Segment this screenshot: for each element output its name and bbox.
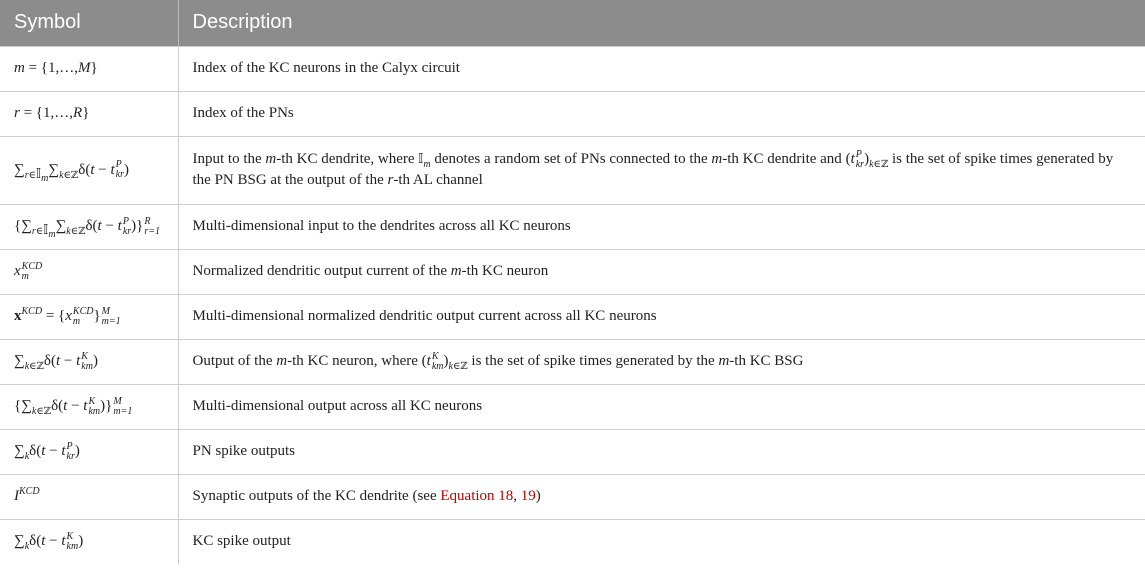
table-row: [0, 384, 1145, 429]
math-var: k: [24, 451, 30, 462]
math-text: ∈: [452, 361, 461, 372]
description-text: is the set of spike times generated by the: [467, 353, 719, 369]
description-cell: Multi-dimensional output across all KC neurons: [178, 384, 1145, 429]
math-var: m: [276, 353, 288, 369]
math-var: kr: [66, 450, 75, 462]
symbol-cell: $\sum_k\delta(t - t$ K km ): [0, 519, 178, 564]
description-cell: PN spike outputs: [178, 429, 1145, 474]
math-text: ℤ: [36, 361, 44, 372]
description-cell: Multi-dimensional input to the dendrites across all KC neurons: [178, 204, 1145, 249]
math-text: ∈: [873, 159, 881, 170]
math-text: ∈: [35, 226, 44, 237]
symbol-cell: {$\sum_{k\in ℤ}\delta(t - t$ K km )} M m=1: [0, 384, 178, 429]
math-var: m: [41, 172, 49, 184]
math-text: δ: [29, 533, 37, 550]
math-var: m: [450, 263, 462, 279]
math-var: km: [81, 360, 93, 372]
math-var: k: [24, 361, 30, 372]
equation-19-link[interactable]: 19: [520, 488, 536, 504]
description-text: -th KC neuron: [461, 263, 549, 279]
math-var: K: [66, 530, 74, 542]
math-var: t: [83, 398, 88, 414]
math-var: m=1: [113, 405, 133, 417]
math-var: KCD: [21, 306, 43, 317]
math-var: t: [41, 533, 46, 550]
description-text: Input to the: [192, 151, 266, 167]
math-text: ∑: [21, 218, 32, 234]
table-row: [0, 91, 1145, 136]
math-var: R: [73, 105, 83, 121]
symbol-cell: [0, 91, 178, 136]
equation-18-link[interactable]: Equation 18: [440, 488, 514, 504]
table-row: [0, 249, 1145, 294]
math-var: m=1: [101, 315, 121, 327]
math-var: P: [855, 148, 862, 160]
math-text: 𝕀: [43, 223, 49, 238]
math-var: r: [24, 169, 29, 181]
description-text: -th KC dendrite, where: [276, 151, 419, 167]
math-var: t: [97, 218, 102, 234]
symbol-cell: [0, 46, 178, 91]
math-var: t: [41, 443, 46, 459]
math-text: ℤ: [78, 226, 86, 237]
math-var: t: [426, 353, 431, 369]
math-text: = {1,…,: [28, 60, 79, 76]
math-var: t: [63, 398, 68, 414]
math-text: ∈: [28, 169, 37, 181]
math-var: t: [61, 533, 66, 550]
math-var: km: [66, 540, 79, 552]
math-text: ∑: [14, 161, 25, 178]
math-var: k: [869, 159, 874, 170]
table-row: [0, 46, 1145, 91]
table-row: [0, 339, 1145, 384]
math-text: δ: [29, 443, 37, 459]
math-text: ∈: [63, 169, 71, 181]
math-text: δ: [43, 353, 51, 369]
math-var: R: [144, 215, 151, 227]
math-text: ∈: [29, 361, 37, 372]
math-var: M: [101, 305, 111, 317]
symbol-cell: $\sum_k\delta(t - t$ P kr ): [0, 429, 178, 474]
math-text: δ: [85, 218, 93, 234]
description-cell: [178, 474, 1145, 519]
description-text: -th KC neuron, where: [287, 353, 422, 369]
description-text: -th AL channel: [393, 172, 483, 188]
math-var: t: [55, 353, 61, 369]
table-row: [0, 136, 1145, 204]
math-text: −: [60, 353, 77, 369]
table-row: [0, 204, 1145, 249]
math-var: kr: [855, 158, 865, 170]
math-var: m: [72, 315, 81, 327]
math-var: M: [113, 395, 122, 407]
math-text: ∑: [48, 161, 60, 178]
math-var: km: [88, 405, 101, 417]
math-var: m: [423, 159, 431, 170]
description-text: is the set of spike times generated by the PN BSG at the output of the: [192, 151, 1114, 188]
description-cell: Input to the m-th KC dendrite, where 𝕀$_m$ denotes a random set of PNs connected to the m-th KC dendrite and (t P kr )$_{k\in ℤ}$ is the set of spike times generated by the PN BSG at the output of the r-th AL channel: [178, 136, 1145, 204]
math-text: −: [101, 218, 118, 234]
description-cell: KC spike output: [178, 519, 1145, 564]
description-text: ,: [513, 488, 521, 504]
math-text: −: [67, 398, 84, 414]
math-var: K: [81, 350, 88, 362]
math-var: t: [110, 161, 115, 178]
description-cell: Index of the PNs: [178, 91, 1145, 136]
math-var: k: [24, 541, 30, 553]
math-text: ∑: [14, 443, 25, 459]
description-text: denotes a random set of PNs connected to the: [430, 151, 712, 167]
math-text: ∑: [14, 353, 25, 369]
symbol-cell: {$\sum_{r\in 𝕀_m}\sum_{k\in ℤ}\delta(t - t$ P kr )} R r=1: [0, 204, 178, 249]
table-row: [0, 429, 1145, 474]
description-text: -th KC dendrite and: [722, 151, 846, 167]
math-text: = {1,…,: [23, 105, 74, 121]
math-var: km: [431, 360, 444, 372]
description-text: -th KC BSG: [729, 353, 804, 369]
math-text: −: [45, 533, 62, 550]
math-text: 𝕀: [36, 166, 42, 182]
math-text: = {: [42, 308, 66, 324]
math-text: δ: [78, 161, 86, 178]
math-var: P: [66, 440, 73, 452]
table-row: [0, 474, 1145, 519]
table-row: [0, 519, 1145, 564]
math-text: }: [90, 60, 98, 76]
math-var: k: [59, 169, 64, 181]
math-var: x: [14, 308, 22, 324]
math-var: r=1: [144, 225, 161, 237]
math-text: ∈: [70, 226, 79, 237]
symbol-cell: $\sum_{k\in ℤ}\delta(t - t$ K km ): [0, 339, 178, 384]
math-var: r: [14, 105, 20, 121]
math-var: KCD: [72, 305, 94, 317]
math-var: t: [76, 353, 81, 369]
math-var: k: [448, 361, 453, 372]
table-header-row: [0, 0, 1145, 46]
math-var: x: [65, 308, 72, 324]
symbol-column-header: Symbol: [0, 0, 178, 46]
math-var: m: [718, 353, 730, 369]
math-var: P: [115, 159, 122, 171]
math-var: t: [117, 218, 122, 234]
math-text: ∑: [55, 218, 67, 234]
math-var: r: [31, 226, 36, 237]
table-row: [0, 294, 1145, 339]
description-text: Output of the: [192, 353, 277, 369]
math-var: m: [48, 229, 56, 240]
math-var: kr: [115, 169, 124, 181]
symbol-cell: $\sum_{r\in 𝕀_m}\sum_{k\in ℤ}\delta(t - t$ P kr ): [0, 136, 178, 204]
math-var: t: [850, 151, 855, 167]
math-text: ℤ: [460, 361, 468, 372]
math-var: t: [90, 161, 95, 178]
description-cell: Output of the m-th KC neuron, where (t K km )$_{k\in ℤ}$ is the set of spike times generated by the m-th KC BSG: [178, 339, 1145, 384]
math-var: m: [21, 270, 29, 282]
math-text: −: [94, 161, 111, 178]
math-text: }: [82, 105, 90, 121]
symbol-cell: [0, 474, 178, 519]
math-text: ℤ: [43, 406, 52, 417]
symbol-cell: [0, 249, 178, 294]
math-var: m: [711, 151, 723, 167]
math-var: k: [66, 226, 71, 237]
math-text: −: [45, 443, 62, 459]
math-var: m: [265, 151, 277, 167]
math-var: x: [14, 263, 21, 279]
math-var: m: [14, 60, 25, 76]
math-var: KCD: [21, 260, 43, 272]
math-var: K: [431, 350, 439, 362]
description-text: ): [535, 488, 541, 504]
math-var: K: [88, 395, 96, 407]
math-var: k: [31, 406, 37, 417]
description-cell: Index of the KC neurons in the Calyx circuit: [178, 46, 1145, 91]
math-text: ℤ: [70, 169, 79, 181]
math-var: P: [122, 215, 129, 227]
math-var: t: [61, 443, 66, 459]
math-text: ∑: [21, 398, 32, 414]
math-var: I: [14, 488, 19, 504]
description-column-header: Description: [178, 0, 1145, 46]
description-text: Normalized dendritic output current of the: [192, 263, 451, 279]
description-cell: Multi-dimensional normalized dendritic output current across all KC neurons: [178, 294, 1145, 339]
math-var: kr: [122, 225, 132, 237]
math-text: ∑: [14, 533, 25, 550]
math-var: r: [387, 172, 394, 188]
description-cell: [178, 249, 1145, 294]
math-var: M: [78, 60, 91, 76]
math-var: KCD: [19, 486, 40, 497]
symbol-cell: $x^{KCD} = \{x$ KCD m } M m=1: [0, 294, 178, 339]
math-text: ℤ: [880, 159, 889, 170]
description-text: Synaptic outputs of the KC dendrite (see: [192, 488, 441, 504]
math-text: ∈: [36, 406, 44, 417]
math-text: δ: [51, 398, 59, 414]
math-text: 𝕀: [418, 152, 424, 167]
